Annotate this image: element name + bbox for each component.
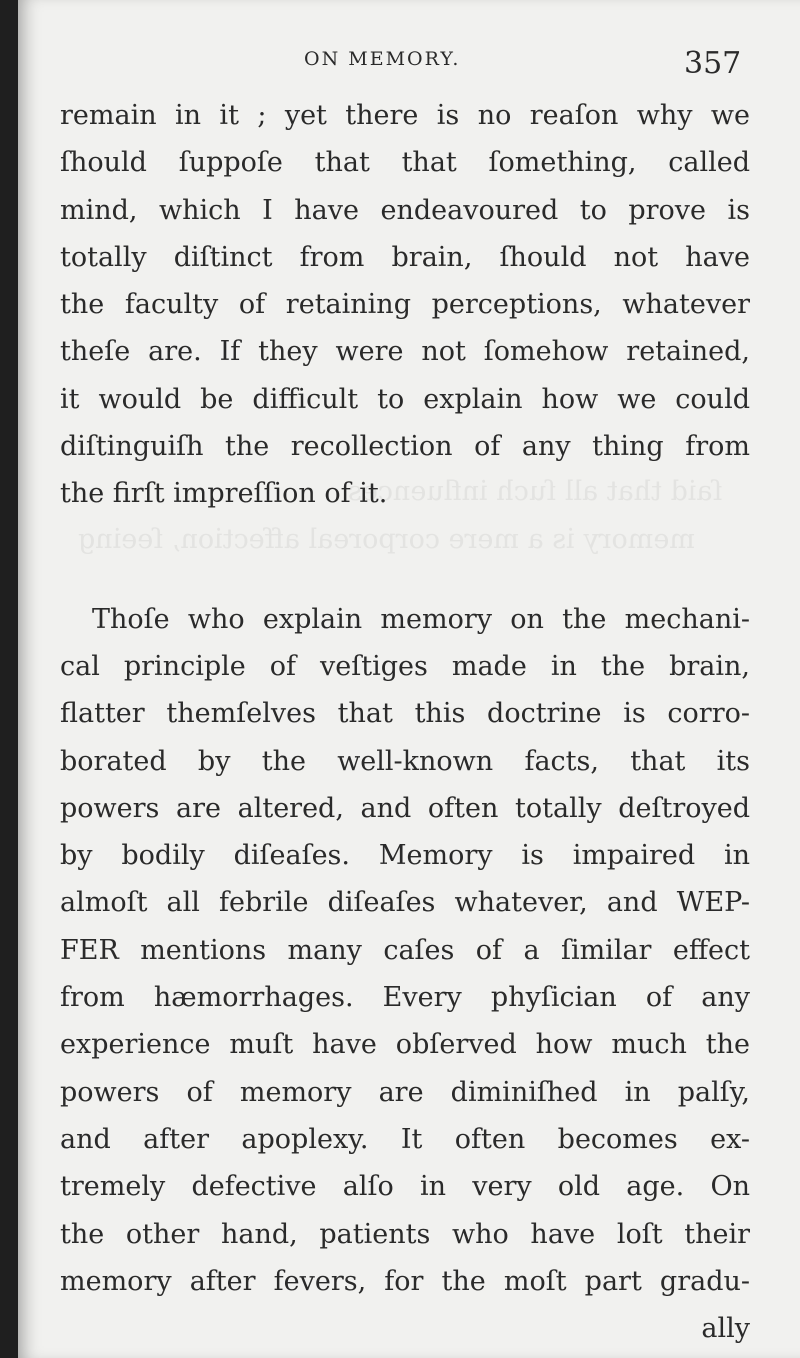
text-line: remain in it ; yet there is no reaſon why we xyxy=(60,100,750,131)
text-line: FER mentions many caſes of a ſimilar effect xyxy=(60,934,750,966)
text-line: cal principle of veſtiges made in the brain, xyxy=(60,650,750,682)
text-line: by bodily diſeaſes. Memory is impaired in xyxy=(60,840,750,872)
text-line: powers are altered, and often totally deſtroyed xyxy=(60,792,750,824)
text-line: diſtinguiſh the recollection of any thing from xyxy=(60,431,750,463)
paragraph-2 xyxy=(60,596,750,1305)
text-line: Thoſe who explain memory on the mechani- xyxy=(92,603,750,635)
text-line: mind, which I have endeavoured to prove is xyxy=(60,194,750,226)
running-head xyxy=(18,44,800,84)
text-line: experience muſt have obſerved how much the xyxy=(60,1029,750,1061)
text-line: memory after fevers, for the moſt part gradu- xyxy=(60,1265,750,1297)
text-line: powers of memory are diminiſhed in palſy, xyxy=(60,1076,750,1108)
text-line: ſhould ſuppoſe that that ſomething, called xyxy=(60,147,750,179)
show-through-text: ſaid that all ſuch influences xyxy=(348,476,723,507)
page-number: 357 xyxy=(684,46,742,81)
running-head-title: ON MEMORY. xyxy=(304,48,461,70)
show-through-text: memory is a mere corporeal affection, ſeeing xyxy=(78,524,695,555)
text-line: theſe are. If they were not ſomehow retained, xyxy=(60,336,750,368)
text-line: it would be difficult to explain how we could xyxy=(60,383,750,415)
text-line: borated by the well-known facts, that its xyxy=(60,745,750,777)
body-text xyxy=(60,92,750,1352)
book-page xyxy=(18,0,800,1358)
paragraph-1 xyxy=(60,92,750,518)
text-line: the other hand, patients who have loſt their xyxy=(60,1218,750,1250)
text-line: and after apoplexy. It often becomes ex- xyxy=(60,1123,750,1155)
text-line: from hæmorrhages. Every phyſician of any xyxy=(60,982,750,1014)
catchword: ally xyxy=(701,1313,750,1345)
text-line: the faculty of retaining perceptions, whatever xyxy=(60,289,750,321)
text-line: almoſt all febrile diſeaſes whatever, and WEP- xyxy=(60,887,750,919)
text-line: totally diſtinct from brain, ſhould not have xyxy=(60,241,750,273)
text-line: tremely defective alſo in very old age. On xyxy=(60,1171,750,1203)
text-line: the firſt impreſſion of it. xyxy=(60,478,388,510)
paragraph-gap xyxy=(60,518,750,596)
text-line: flatter themſelves that this doctrine is corro- xyxy=(60,698,750,730)
